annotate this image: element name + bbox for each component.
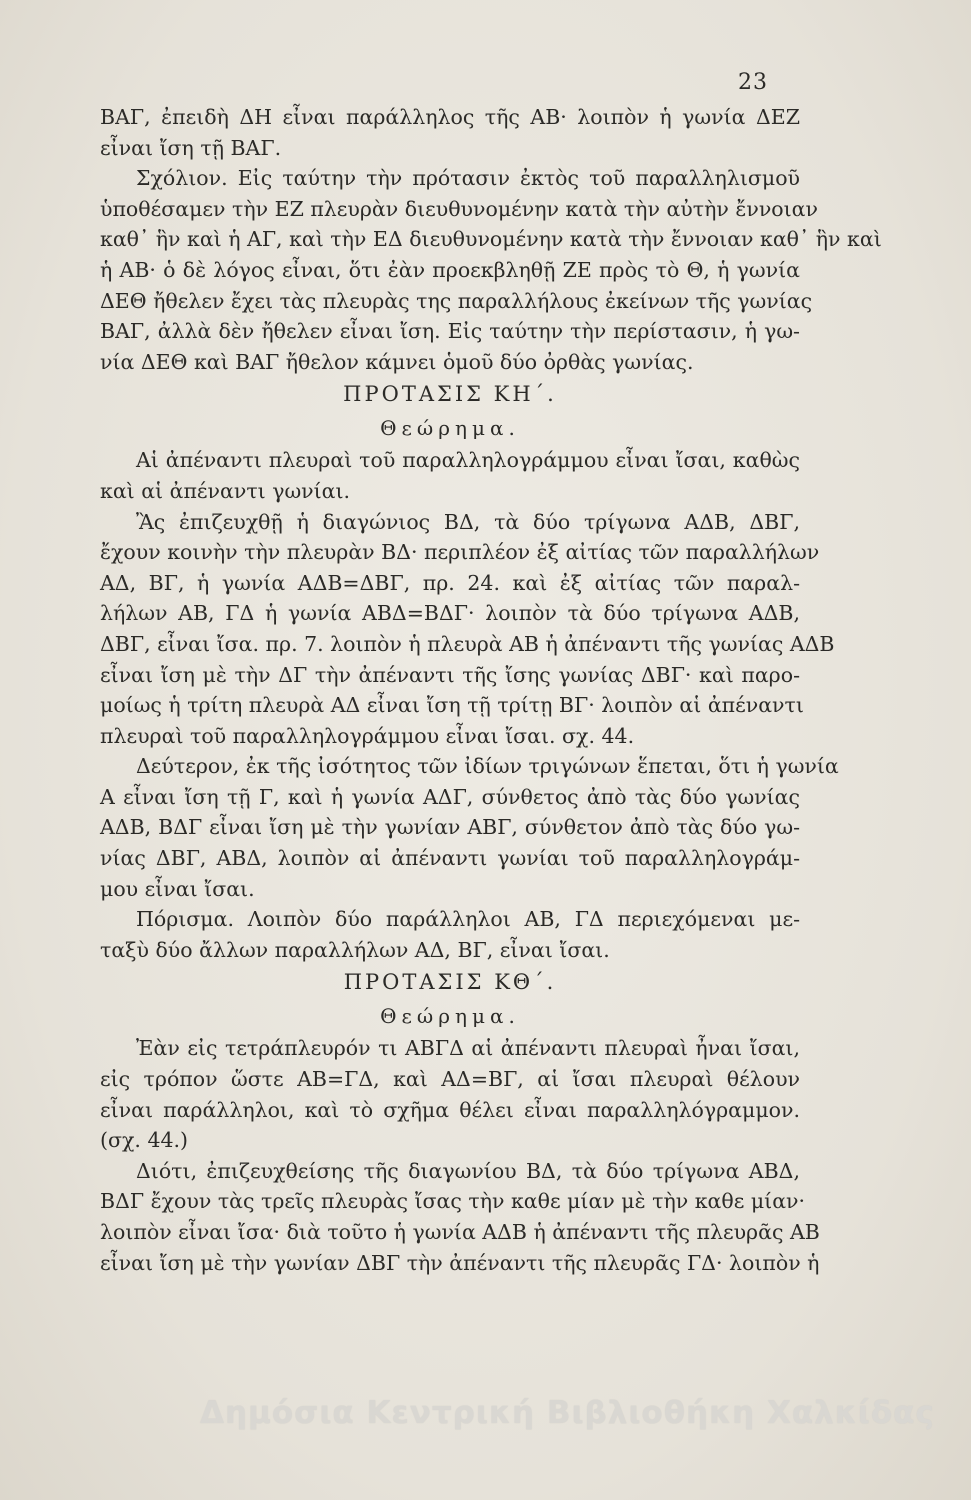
text-line: ἔχουν κοινὴν τὴν πλευρὰν ΒΔ· περιπλέον ἐξ αἰτίας τῶν παραλλήλων [100,540,820,565]
page-text [100,102,882,1278]
text-line: ΒΑΓ, ἀλλὰ δὲν ἤθελεν εἶναι ἴση. Εἰς ταύτην τὴν περίστασιν, ἡ γω- [100,319,800,344]
text-line: ΑΔΒ, ΒΔΓ εἶναι ἴση μὲ τὴν γωνίαν ΑΒΓ, σύνθετον ἀπὸ τὰς δύο γω- [100,815,800,840]
text-line: ΔΒΓ, εἶναι ἴσα. πρ. 7. λοιπὸν ἡ πλευρὰ ΑΒ ἡ ἀπέναντι τῆς γωνίας ΑΔΒ [100,631,835,656]
text-line: εἶναι παράλληλοι, καὶ τὸ σχῆμα θέλει εἶναι παραλληλόγραμμον. [100,1097,800,1122]
library-watermark: Δημόσια Κεντρική Βιβλιοθήκη Χαλκίδας [200,1395,935,1431]
page-number: 23 [738,70,768,95]
text-line: Αἱ ἀπέναντι πλευραὶ τοῦ παραλληλογράμμου εἶναι ἴσαι, καθὼς [136,448,800,473]
text-line: ὑποθέσαμεν τὴν ΕΖ πλευρὰν διευθυνομένην κατὰ τὴν αὐτὴν ἔννοιαν [100,196,818,221]
text-line: εἶναι ἴση μὲ τὴν ΔΓ τὴν ἀπέναντι τῆς ἴσης γωνίας ΔΒΓ· καὶ παρο- [100,662,800,687]
text-line: Διότι, ἐπιζευχθείσης τῆς διαγωνίου ΒΔ, τὰ δύο τρίγωνα ΑΒΔ, [136,1158,800,1183]
theorem-subheading: Θεώρημα. [380,1004,520,1029]
text-line: ΔΕΘ ἤθελεν ἔχει τὰς πλευρὰς της παραλλήλους ἐκείνων τῆς γωνίας [100,288,813,313]
text-line: νίας ΔΒΓ, ΑΒΔ, λοιπὸν αἱ ἀπέναντι γωνίαι τοῦ παραλληλογράμ- [100,846,800,871]
text-line: μοίως ἡ τρίτη πλευρὰ ΑΔ εἶναι ἴση τῇ τρίτῃ ΒΓ· λοιπὸν αἱ ἀπέναντι [100,693,804,718]
text-line: νία ΔΕΘ καὶ ΒΑΓ ἤθελον κάμνει ὁμοῦ δύο ὀρθὰς γωνίας. [100,349,694,374]
text-line: καθ᾽ ἣν καὶ ἡ ΑΓ, καὶ τὴν ΕΔ διευθυνομένην κατὰ τὴν ἔννοιαν καθ᾽ ἣν καὶ [100,227,882,252]
text-line: μου εἶναι ἴσαι. [100,876,255,901]
text-line: ταξὺ δύο ἄλλων παραλλήλων ΑΔ, ΒΓ, εἶναι ἴσαι. [100,937,610,962]
text-line: εἶναι ἴση τῇ ΒΑΓ. [100,135,282,160]
text-line: ἡ ΑΒ· ὁ δὲ λόγος εἶναι, ὅτι ἐὰν προεκβληθῇ ΖΕ πρὸς τὸ Θ, ἡ γωνία [100,257,800,282]
proposition-heading: ΠΡΟΤΑΣΙΣ ΚΗ΄. [343,382,557,407]
text-line: (σχ. 44.) [100,1128,189,1153]
text-line: ΒΑΓ, ἐπειδὴ ΔΗ εἶναι παράλληλος τῆς ΑΒ· λοιπὸν ἡ γωνία ΔΕΖ [100,105,800,129]
text-line: Δεύτερον, ἐκ τῆς ἰσότητος τῶν ἰδίων τριγώνων ἕπεται, ὅτι ἡ γωνία [136,754,839,779]
text-line: λοιπὸν εἶναι ἴσα· διὰ τοῦτο ἡ γωνία ΑΔΒ ἡ ἀπέναντι τῆς πλευρᾶς ΑΒ [100,1220,820,1244]
text-line: πλευραὶ τοῦ παραλληλογράμμου εἶναι ἴσαι. σχ. 44. [100,723,635,748]
text-line: Σχόλιον. Εἰς ταύτην τὴν πρότασιν ἐκτὸς τοῦ παραλληλισμοῦ [136,166,800,191]
text-line: λήλων ΑΒ, ΓΔ ἡ γωνία ΑΒΔ=ΒΔΓ· λοιπὸν τὰ δύο τρίγωνα ΑΔΒ, [100,601,800,626]
text-line: Ἂς ἐπιζευχθῇ ἡ διαγώνιος ΒΔ, τὰ δύο τρίγωνα ΑΔΒ, ΔΒΓ, [136,509,800,534]
text-line: ΑΔ, ΒΓ, ἡ γωνία ΑΔΒ=ΔΒΓ, πρ. 24. καὶ ἐξ αἰτίας τῶν παραλ- [100,570,800,595]
text-line: Πόρισμα. Λοιπὸν δύο παράλληλοι ΑΒ, ΓΔ περιεχόμεναι με- [136,907,800,932]
text-line: ΒΔΓ ἔχουν τὰς τρεῖς πλευρὰς ἴσας τὴν καθε μίαν μὲ τὴν καθε μίαν· [100,1189,806,1214]
theorem-subheading: Θεώρημα. [380,416,520,441]
text-line: καὶ αἱ ἀπέναντι γωνίαι. [100,478,351,503]
text-line: Ἐὰν εἰς τετράπλευρόν τι ΑΒΓΔ αἱ ἀπέναντι πλευραὶ ἦναι ἴσαι, [136,1036,800,1061]
text-line: εἰς τρόπον ὥστε ΑΒ=ΓΔ, καὶ ΑΔ=ΒΓ, αἱ ἴσαι πλευραὶ θέλουν [100,1067,800,1092]
text-line: εἶναι ἴση μὲ τὴν γωνίαν ΔΒΓ τὴν ἀπέναντι τῆς πλευρᾶς ΓΔ· λοιπὸν ἡ [100,1250,820,1275]
proposition-heading: ΠΡΟΤΑΣΙΣ ΚΘ΄. [343,970,557,995]
text-line: Α εἶναι ἴση τῇ Γ, καὶ ἡ γωνία ΑΔΓ, σύνθετος ἀπὸ τὰς δύο γωνίας [100,784,800,809]
